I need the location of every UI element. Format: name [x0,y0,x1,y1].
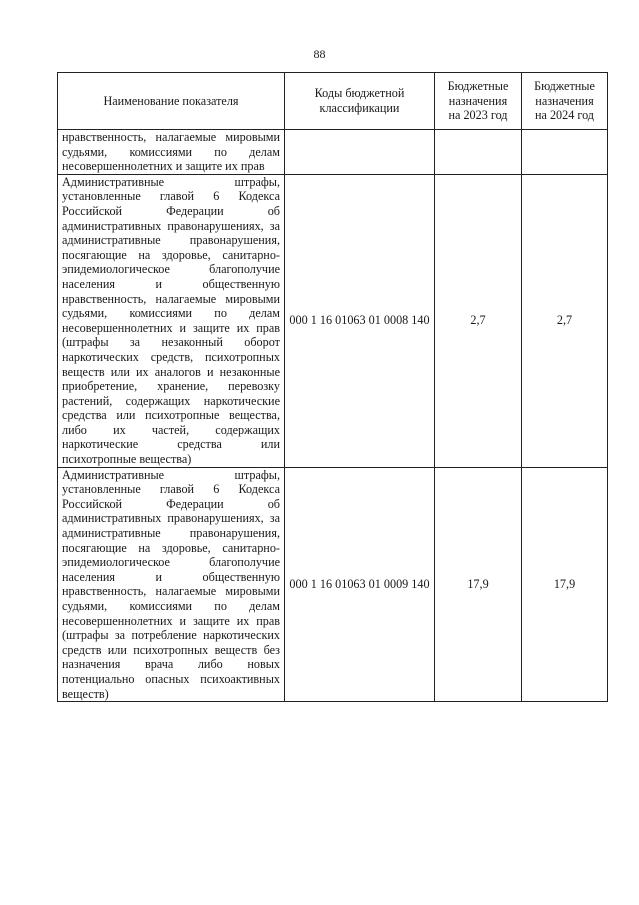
header-code [285,73,435,130]
budget-code-cell: 000 1 16 01063 01 0009 140 [285,467,435,702]
table-header-row [58,73,608,130]
header-2023-line: назначения [448,93,508,108]
budget-code-cell: 000 1 16 01063 01 0008 140 [285,174,435,467]
header-2023-line: на 2023 год [448,108,508,123]
header-2023-line: Бюджетные [447,79,509,94]
header-code-line: Коды бюджетной [314,86,405,101]
amount-2023-cell [435,130,522,175]
table-row [58,467,608,702]
page-number: 88 [313,47,326,61]
header-2024-line: Бюджетные [534,79,595,94]
amount-2023-cell: 17,9 [435,467,522,702]
header-2024-line: назначения [535,93,594,108]
header-name: Наименование показателя [58,73,285,130]
indicator-name-cell: Административные штрафы, установленные главой 6 Кодекса Российской Федерации об административных правонарушениях, за административные правонарушения, посягающие на здоровье, санитарно-эпидемиологическое благополучие населения и общественную нравственность, налагаемые мировыми судьями, комиссиями по делам несовершеннолетних и защите их прав (штрафы за незаконный оборот наркотических средств, психотропных веществ или их аналогов и незаконные приобретение, хранение, перевозку растений, содержащих наркотические средства или психотропные вещества, либо их частей, содержащих наркотические средства или психотропные вещества) [58,174,285,467]
header-2023 [435,73,522,130]
amount-2024-cell [522,130,608,175]
table-row [58,130,608,175]
header-code-line: классификации [319,101,400,115]
indicator-name-cell: нравственность, налагаемые мировыми судьями, комиссиями по делам несовершеннолетних и защите их прав [58,130,285,175]
amount-2024-cell: 17,9 [522,467,608,702]
header-2024 [522,73,608,130]
table-row [58,174,608,467]
amount-2024-cell: 2,7 [522,174,608,467]
header-2024-line: на 2024 год [534,108,595,123]
budget-code-cell [285,130,435,175]
indicator-name-cell: Административные штрафы, установленные главой 6 Кодекса Российской Федерации об административных правонарушениях, за административные правонарушения, посягающие на здоровье, санитарно-эпидемиологическое благополучие населения и общественную нравственность, налагаемые мировыми судьями, комиссиями по делам несовершеннолетних и защите их прав (штрафы за потребление наркотических средств или психотропных веществ без назначения врача либо новых потенциально опасных психоактивных веществ) [58,467,285,702]
amount-2023-cell: 2,7 [435,174,522,467]
budget-table [57,72,608,702]
